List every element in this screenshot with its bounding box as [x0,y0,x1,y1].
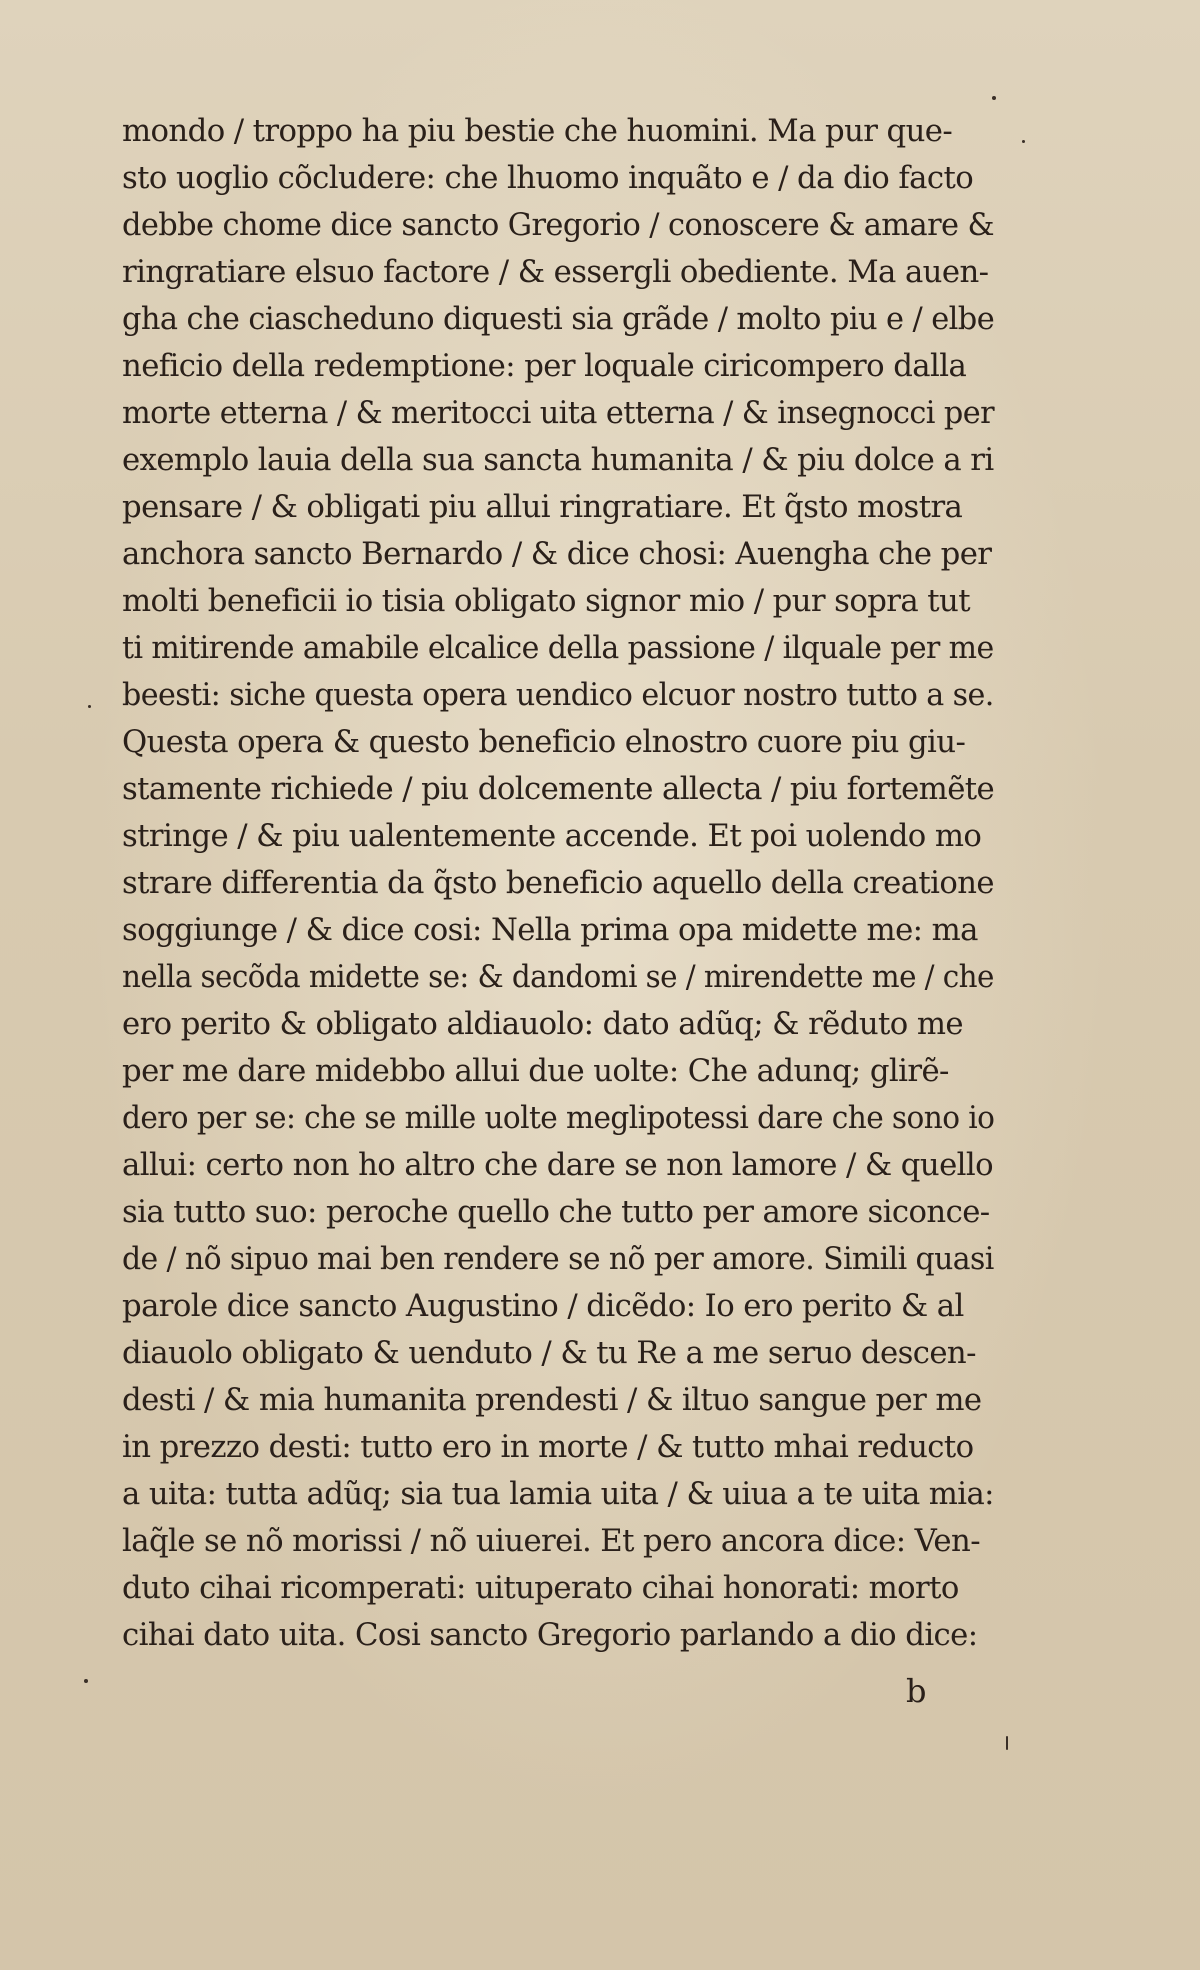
ink-speck [992,96,996,100]
text-line: strare differentia da q̃sto beneficio aquello della creatione [122,865,994,901]
ink-speck [1006,1736,1008,1750]
text-line: stringe / & piu ualentemente accende. Et poi uolendo mo [122,818,982,854]
text-line: soggiunge / & dice cosi: Nella prima opa midette me: ma [122,912,978,948]
text-line: ringratiare elsuo factore / & essergli obediente. Ma auen- [122,254,989,290]
signature-mark: b [906,1672,927,1710]
text-line: dero per se: che se mille uolte meglipotessi dare che sono io [122,1100,995,1136]
text-line: in prezzo desti: tutto ero in morte / & tutto mhai reducto [122,1429,974,1465]
text-line: de / nõ sipuo mai ben rendere se nõ per amore. Simili quasi [122,1241,994,1277]
text-line: sia tutto suo: peroche quello che tutto per amore siconce- [122,1194,990,1230]
ink-speck [88,705,91,708]
page-text [122,108,1002,1659]
text-line: nella secõda midette se: & dandomi se / mirendette me / che [122,959,994,995]
text-line: Questa opera & questo beneficio elnostro cuore piu giu- [122,724,966,760]
text-line: molti beneficii io tisia obligato signor mio / pur sopra tut [122,583,970,619]
text-line: neficio della redemptione: per loquale ciricompero dalla [122,348,967,384]
text-line: per me dare midebbo allui due uolte: Che adunq; glirẽ- [122,1053,949,1089]
text-line: mondo / troppo ha piu bestie che huomini. Ma pur que- [122,113,953,149]
text-line: beesti: siche questa opera uendico elcuor nostro tutto a se. [122,677,994,713]
text-line: laq̃le se nõ morissi / nõ uiuerei. Et pero ancora dice: Ven- [122,1523,980,1559]
text-line: debbe chome dice sancto Gregorio / conoscere & amare & [122,207,995,243]
text-line: desti / & mia humanita prendesti / & iltuo sangue per me [122,1382,982,1418]
text-line: anchora sancto Bernardo / & dice chosi: Auengha che per [122,536,992,572]
text-line: ero perito & obligato aldiauolo: dato adũq; & rẽduto me [122,1006,963,1042]
text-line: diauolo obligato & uenduto / & tu Re a me seruo descen- [122,1335,976,1371]
text-line: parole dice sancto Augustino / dicẽdo: Io ero perito & al [122,1288,964,1324]
text-line: cihai dato uita. Cosi sancto Gregorio parlando a dio dice: [122,1617,978,1653]
text-line: morte etterna / & meritocci uita etterna / & insegnocci per [122,395,994,431]
text-line: duto cihai ricomperati: uituperato cihai honorati: morto [122,1570,959,1606]
text-line: sto uoglio cõcludere: che lhuomo inquãto e / da dio facto [122,160,974,196]
text-line: pensare / & obligati piu allui ringratiare. Et q̃sto mostra [122,489,963,525]
text-line: gha che ciascheduno diquesti sia grãde / molto piu e / elbe [122,301,995,337]
text-line: a uita: tutta adũq; sia tua lamia uita / & uiua a te uita mia: [122,1476,994,1512]
ink-speck [84,1679,88,1683]
text-line: allui: certo non ho altro che dare se non lamore / & quello [122,1147,994,1183]
text-line: exemplo lauia della sua sancta humanita / & piu dolce a ri [122,442,994,478]
text-line: ti mitirende amabile elcalice della passione / ilquale per me [122,630,994,666]
ink-speck [1022,140,1025,143]
text-line: stamente richiede / piu dolcemente allecta / piu fortemẽte [122,771,995,807]
